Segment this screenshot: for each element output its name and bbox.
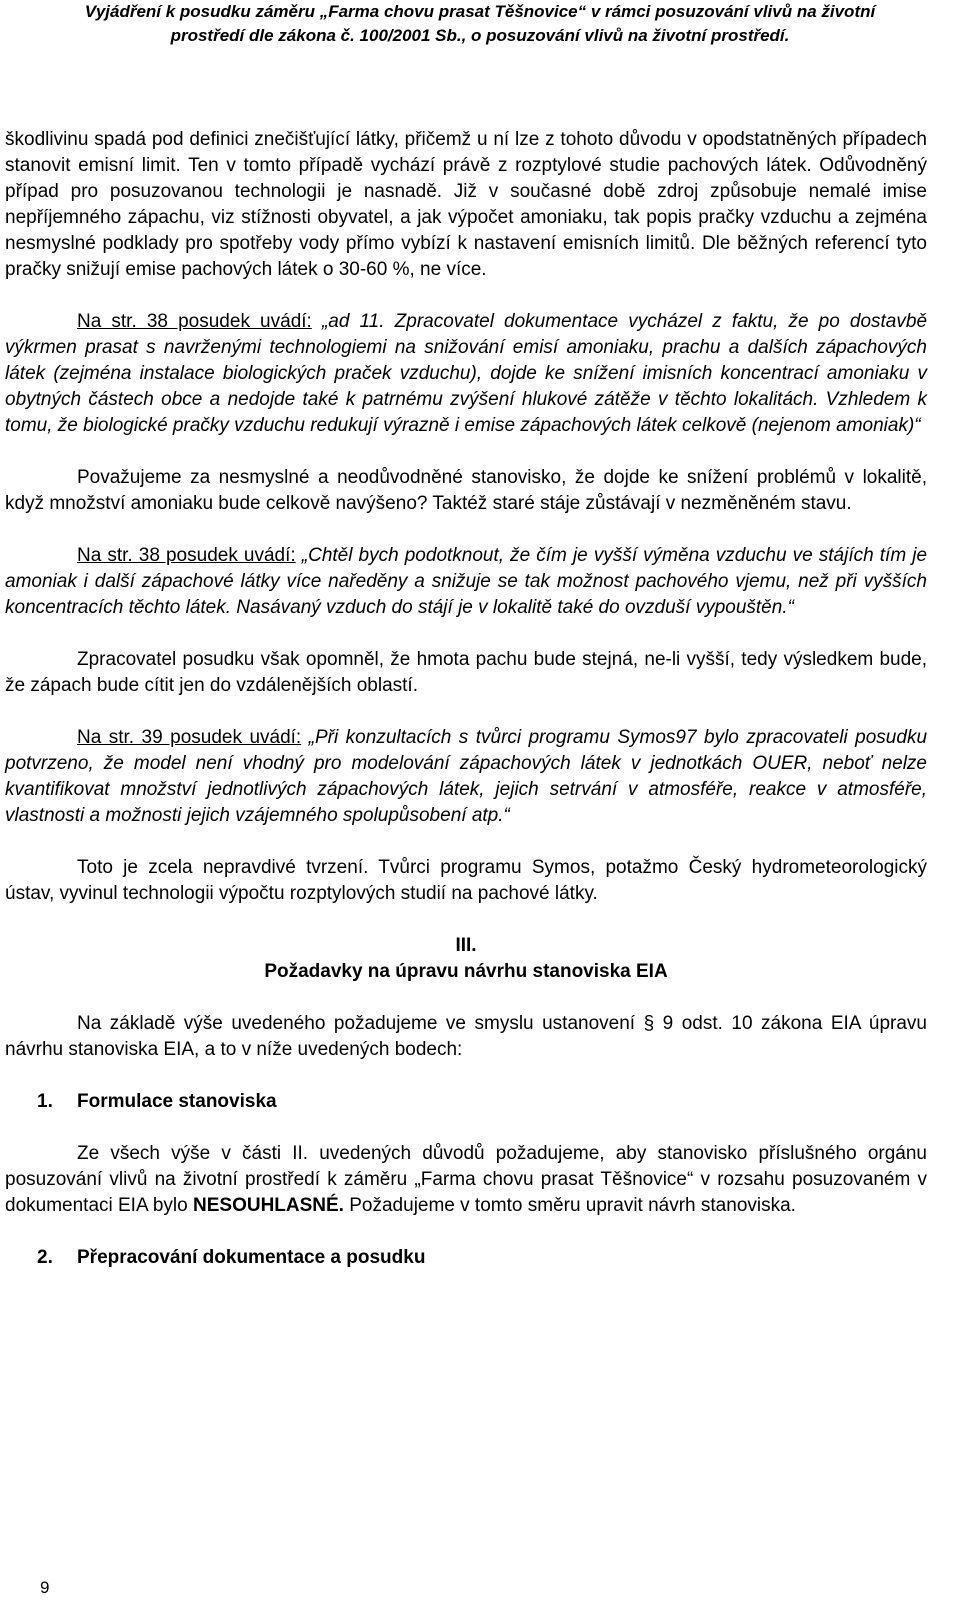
quote-reference: Na str. 38 posudek uvádí: bbox=[77, 311, 312, 332]
heading-item-2 bbox=[5, 1245, 927, 1271]
paragraph-requirements-intro: Na základě výše uvedeného požadujeme ve smyslu ustanovení § 9 odst. 10 zákona EIA úpravu návrhu stanoviska EIA, a to v níže uvedených bodech: bbox=[5, 1013, 927, 1060]
section-number: III. bbox=[455, 935, 477, 956]
heading-item-1 bbox=[5, 1089, 927, 1115]
formulation-text-end: Požadujeme v tomto směru upravit návrh stanoviska. bbox=[349, 1195, 796, 1216]
header-line-2: prostředí dle zákona č. 100/2001 Sb., o posuzování vlivů na životní prostředí. bbox=[170, 26, 790, 45]
paragraph-symos-rebuttal: Toto je zcela nepravdivé tvrzení. Tvůrci programu Symos, potažmo Český hydrometeorologický ústav, vyvinul technologii výpočtu rozptylových studií na pachové látky. bbox=[5, 857, 927, 904]
paragraph-formulation bbox=[5, 1141, 927, 1219]
item-title: Přepracování dokumentace a posudku bbox=[77, 1247, 426, 1268]
verdict-nesouhlasne: NESOUHLASNÉ. bbox=[193, 1195, 344, 1216]
quote-text: „Chtěl bych podotknout, že čím je vyšší výměna vzduchu ve stájích tím je amoniak i další zápachové látky více naředěny a snižuje se tak možnost pachového vjemu, než při vyšších koncentracích těchto látek. Nasávaný vzduch do stájí je v lokalitě také do ovzduší vypouštěn.“ bbox=[5, 545, 928, 618]
item-number: 2. bbox=[37, 1247, 53, 1268]
section-title: Požadavky na úpravu návrhu stanoviska EIA bbox=[264, 961, 668, 982]
quote-text: „Při konzultacích s tvůrci programu Symos97 bylo zpracovateli posudku potvrzeno, že model není vhodný pro modelování zápachových látek v jednotkách OUER, neboť nelze kvantifikovat množství jednotlivých zápachových látek, jejich setrvání v atmosféře, reakce v atmosféře, vlastnosti a možnosti jejich vzájemného spolupůsobení atp.“ bbox=[5, 727, 928, 826]
formulation-text: Ze všech výše v části II. uvedených důvodů požadujeme, aby stanovisko příslušného orgánu posuzování vlivů na životní prostředí k záměru „Farma chovu prasat Těšnovice“ v rozsahu posuzovaném v dokumentaci EIA bylo bbox=[5, 1143, 927, 1216]
page-header bbox=[0, 0, 960, 48]
paragraph-review-quote-p38-ad11 bbox=[5, 309, 927, 439]
paragraph-review-quote-p39-symos bbox=[5, 725, 927, 829]
paragraph-review-quote-p38-ventilation bbox=[5, 543, 927, 621]
quote-text: „ad 11. Zpracovatel dokumentace vycházel z faktu, že po dostavbě výkrmen prasat s navrženými technologiemi na snižování emisí amoniaku, prachu a dalších zápachových látek (zejména instalace biologických praček vzduchu), dojde ke snížení imisních koncentrací amoniaku v obytných částech obce a nedojde také k patrnému zvýšení hlukové zátěže v těchto lokalitách. Vzhledem k tomu, že biologické pračky vzduchu redukují výrazně i emise zápachových látek celkově (nejenom amoniak)“ bbox=[5, 311, 928, 436]
quote-reference: Na str. 38 posudek uvádí: bbox=[77, 545, 296, 566]
header-line-1: Vyjádření k posudku záměru „Farma chovu prasat Těšnovice“ v rámci posuzování vlivů na životní bbox=[84, 2, 876, 21]
paragraph-emission-limit: škodlivinu spadá pod definici znečišťující látky, přičemž u ní lze z tohoto důvodu v opodstatněných případech stanovit emisní limit. Ten v tomto případě vychází právě z rozptylové studie pachových látek. Odůvodněný případ pro posuzovanou technologii je nasnadě. Již v současné době zdroj způsobuje nemalé imise nepříjemného zápachu, viz stížnosti obyvatel, a jak výpočet amoniaku, tak popis pračky vzduchu a zejména nesmyslné podklady pro spotřeby vody přímo vybízí k nastavení emisních limitů. Dle běžných referencí tyto pračky snižují emise pachových látek o 30-60 %, ne více. bbox=[5, 129, 927, 280]
quote-reference: Na str. 39 posudek uvádí: bbox=[77, 727, 302, 748]
paragraph-objection-ammonia: Považujeme za nesmyslné a neodůvodněné stanovisko, že dojde ke snížení problémů v lokalitě, když množství amoniaku bude celkově navýšeno? Taktéž staré stáje zůstávají v nezměněném stavu. bbox=[5, 467, 927, 514]
page-number: 9 bbox=[40, 1578, 50, 1597]
item-title: Formulace stanoviska bbox=[77, 1091, 277, 1112]
paragraph-odour-mass: Zpracovatel posudku však opomněl, že hmota pachu bude stejná, ne-li vyšší, tedy výsledkem bude, že zápach bude cítit jen do vzdálenějších oblastí. bbox=[5, 649, 927, 696]
document-body bbox=[5, 127, 927, 1271]
item-number: 1. bbox=[37, 1091, 53, 1112]
